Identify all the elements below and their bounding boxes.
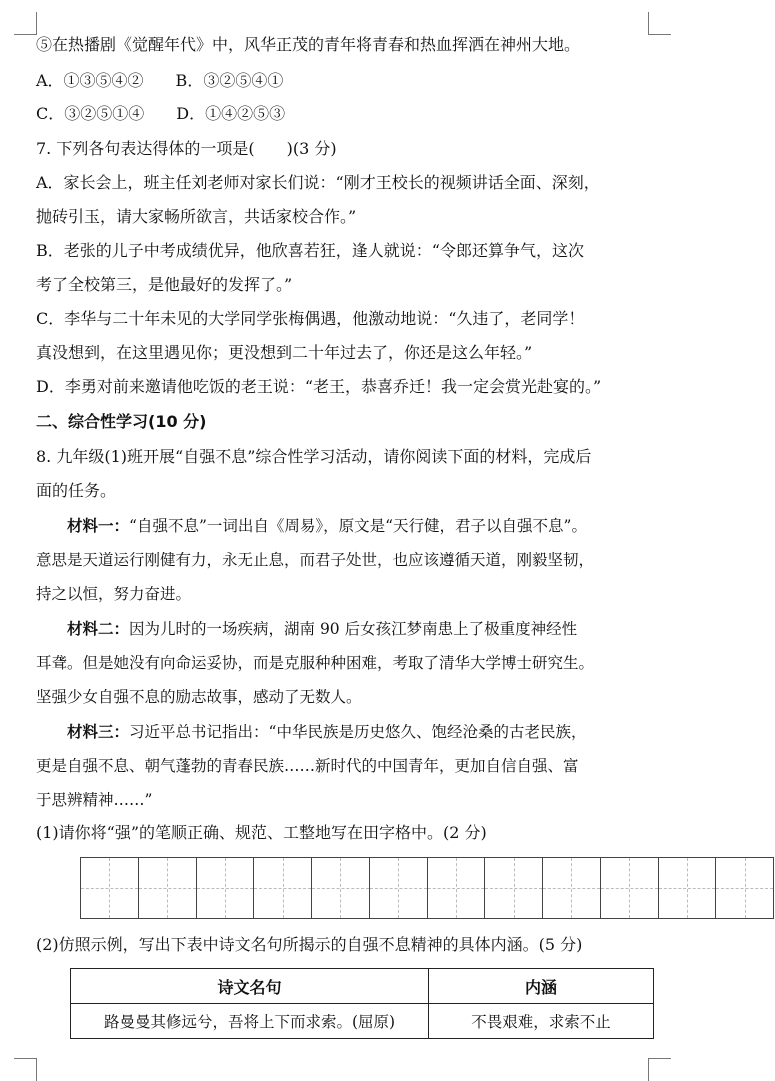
material-3 xyxy=(36,721,648,743)
question-8: 8. 九年级(1)班开展“自强不息”综合性学习活动，请你阅读下面的材料，完成后 xyxy=(36,447,592,466)
tian-zi-cell[interactable] xyxy=(716,858,773,918)
tian-zi-cell[interactable] xyxy=(139,858,197,918)
header-poem: 诗文名句 xyxy=(71,969,429,1004)
tian-zi-cell[interactable] xyxy=(485,858,543,918)
crop-mark-bottom-right xyxy=(648,1058,671,1081)
tian-zi-cell[interactable] xyxy=(659,858,717,918)
tian-zi-cell[interactable] xyxy=(543,858,601,918)
question-7: 7. 下列各句表达得体的一项是( )(3 分) xyxy=(36,139,337,158)
tian-zi-cell[interactable] xyxy=(197,858,255,918)
q7-option-b-cont: 考了全校第三，是他最好的发挥了。” xyxy=(36,275,293,294)
sentence-5: ⑤在热播剧《觉醒年代》中，风华正茂的青年将青春和热血挥洒在神州大地。 xyxy=(36,35,581,54)
crop-mark-top-left xyxy=(14,12,37,35)
material-1-line-2: 意思是天道运行刚健有力，永无止息，而君子处世，也应该遵循天道，刚毅坚韧， xyxy=(36,551,595,569)
q7-option-a-cont: 抛砖引玉，请大家畅所欲言，共话家校合作。” xyxy=(36,207,357,226)
cell-meaning: 不畏艰难，求索不止 xyxy=(429,1004,654,1039)
material-1-text: “自强不息”一词出自《周易》，原文是“天行健，君子以自强不息”。 xyxy=(129,517,587,535)
option-ab: A．①③⑤④② B．③②⑤④① xyxy=(36,71,284,90)
table-row xyxy=(71,1004,654,1039)
task-2: (2)仿照示例，写出下表中诗文名句所揭示的自强不息精神的具体内涵。(5 分) xyxy=(36,935,583,954)
q7-option-d: D．李勇对前来邀请他吃饭的老王说：“老王，恭喜乔迁！我一定会赏光赴宴的。” xyxy=(36,377,602,396)
option-cd: C．③②⑤①④ D．①④②⑤③ xyxy=(36,104,286,123)
crop-mark-top-right xyxy=(648,12,671,35)
crop-mark-bottom-left xyxy=(14,1058,37,1081)
material-2-line-3: 坚强少女自强不息的励志故事，感动了无数人。 xyxy=(36,688,362,706)
question-8-cont: 面的任务。 xyxy=(36,481,117,500)
task-1: (1)请你将“强”的笔顺正确、规范、工整地写在田字格中。(2 分) xyxy=(36,823,487,842)
q7-option-a: A．家长会上，班主任刘老师对家长们说：“刚才王校长的视频讲话全面、深刻， xyxy=(36,173,600,192)
section-heading: 二、综合性学习(10 分) xyxy=(36,412,207,431)
material-2-label: 材料二： xyxy=(67,619,130,638)
material-3-line-2: 更是自强不息、朝气蓬勃的青春民族……新时代的中国青年，更加自信自强、富 xyxy=(36,757,579,775)
material-2-line-2: 耳聋。但是她没有向命运妥协，而是克服种种困难，考取了清华大学博士研究生。 xyxy=(36,654,595,672)
tian-zi-grid[interactable] xyxy=(80,857,774,919)
material-3-text: 习近平总书记指出：“中华民族是历史悠久、饱经沧桑的古老民族， xyxy=(129,723,587,741)
tian-zi-cell[interactable] xyxy=(81,858,139,918)
q7-option-c-cont: 真没想到，在这里遇见你；更没想到二十年过去了，你还是这么年轻。” xyxy=(36,343,533,362)
material-2 xyxy=(36,618,648,640)
q7-option-b: B．老张的儿子中考成绩优异，他欣喜若狂，逢人就说：“令郎还算争气，这次 xyxy=(36,241,584,260)
cell-poem: 路曼曼其修远兮，吾将上下而求索。(屈原) xyxy=(71,1004,429,1039)
q7-option-c: C．李华与二十年未见的大学同学张梅偶遇，他激动地说：“久违了，老同学！ xyxy=(36,309,585,328)
table-header-row xyxy=(71,969,654,1004)
material-1 xyxy=(36,515,648,537)
tian-zi-cell[interactable] xyxy=(370,858,428,918)
tian-zi-cell[interactable] xyxy=(312,858,370,918)
material-2-text: 因为儿时的一场疾病，湖南 90 后女孩江梦南患上了极重度神经性 xyxy=(129,620,578,638)
material-1-label: 材料一： xyxy=(67,516,130,535)
material-1-line-3: 持之以恒，努力奋进。 xyxy=(36,585,192,603)
header-meaning: 内涵 xyxy=(429,969,654,1004)
tian-zi-cell[interactable] xyxy=(601,858,659,918)
tian-zi-cell[interactable] xyxy=(254,858,312,918)
tian-zi-cell[interactable] xyxy=(428,858,486,918)
material-3-line-3: 于思辨精神……” xyxy=(36,791,153,809)
poem-table xyxy=(70,968,654,1039)
material-3-label: 材料三： xyxy=(67,722,130,741)
